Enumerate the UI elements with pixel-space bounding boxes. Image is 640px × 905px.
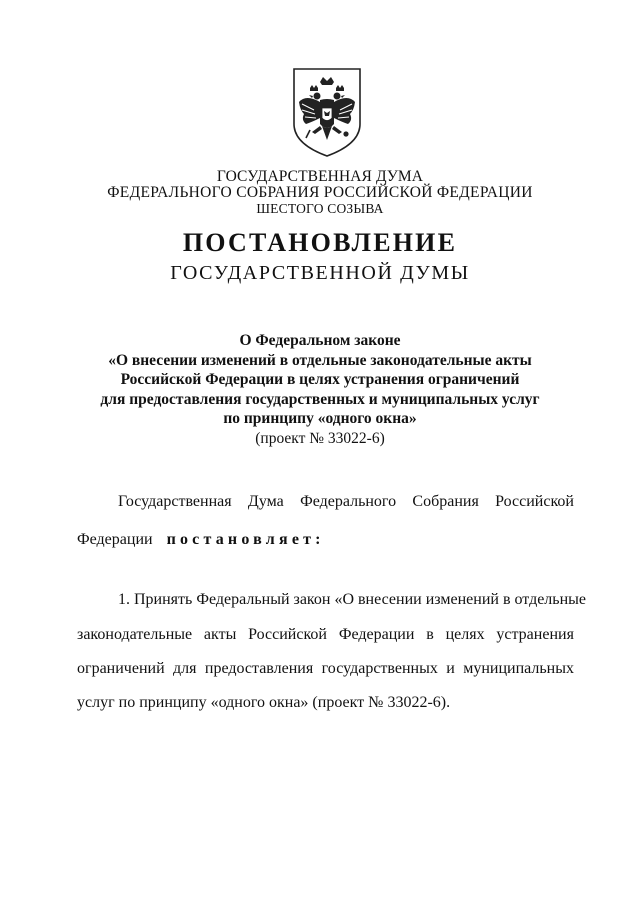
body-word: Федерального xyxy=(300,493,397,510)
org-name-line-2: ФЕДЕРАЛЬНОГО СОБРАНИЯ РОССИЙСКОЙ ФЕДЕРАЦИИ xyxy=(107,184,533,201)
body-word: Государственная xyxy=(118,493,232,510)
body-word: Дума xyxy=(247,493,284,510)
preamble-line-1 xyxy=(118,493,574,511)
subject-block xyxy=(0,331,640,448)
subject-line: для предоставления государственных и муниципальных услуг xyxy=(100,390,540,408)
body-word: устранения xyxy=(496,626,574,643)
org-name-line-1: ГОСУДАРСТВЕННАЯ ДУМА xyxy=(216,168,424,185)
body-word: акты xyxy=(203,626,237,643)
body-word: и xyxy=(446,660,455,677)
convocation-line: ШЕСТОГО СОЗЫВА xyxy=(256,201,384,216)
body-word: Российской xyxy=(248,626,327,643)
resolution-line-4: услуг по принципу «одного окна» (проект № 33022-6). xyxy=(77,694,451,711)
body-word: государственных xyxy=(321,660,438,677)
body-word: Российской xyxy=(495,493,574,510)
body-word: предоставления xyxy=(204,660,314,677)
resolves-word: постановляет: xyxy=(166,531,325,548)
body-word: Федерации xyxy=(77,531,153,548)
body-word: целях xyxy=(445,626,485,643)
coat-of-arms-emblem xyxy=(290,66,364,158)
project-number: (проект № 33022-6) xyxy=(255,429,385,447)
resolution-line-2 xyxy=(77,626,574,644)
subject-line: «О внесении изменений в отдельные законодательные акты xyxy=(108,351,532,369)
subject-line: по принципу «одного окна» xyxy=(223,410,417,427)
document-type-title: ПОСТАНОВЛЕНИЕ xyxy=(182,228,458,257)
issuer-title: ГОСУДАРСТВЕННОЙ ДУМЫ xyxy=(170,262,470,284)
preamble-line-2 xyxy=(77,531,325,549)
subject-line: Российской Федерации в целях устранения ограничений xyxy=(120,371,520,388)
body-word: Собрания xyxy=(412,493,479,510)
subject-line: О Федеральном законе xyxy=(239,332,401,349)
resolution-line-1: 1. Принять Федеральный закон «О внесении изменений в отдельные xyxy=(118,591,586,608)
body-word: муниципальных xyxy=(463,660,574,677)
body-word: законодательные xyxy=(77,626,193,643)
resolution-line-3 xyxy=(77,660,574,678)
body-word: в xyxy=(426,626,434,643)
body-word: для xyxy=(173,660,197,677)
body-word: Федерации xyxy=(338,626,415,643)
body-word: ограничений xyxy=(77,660,165,677)
